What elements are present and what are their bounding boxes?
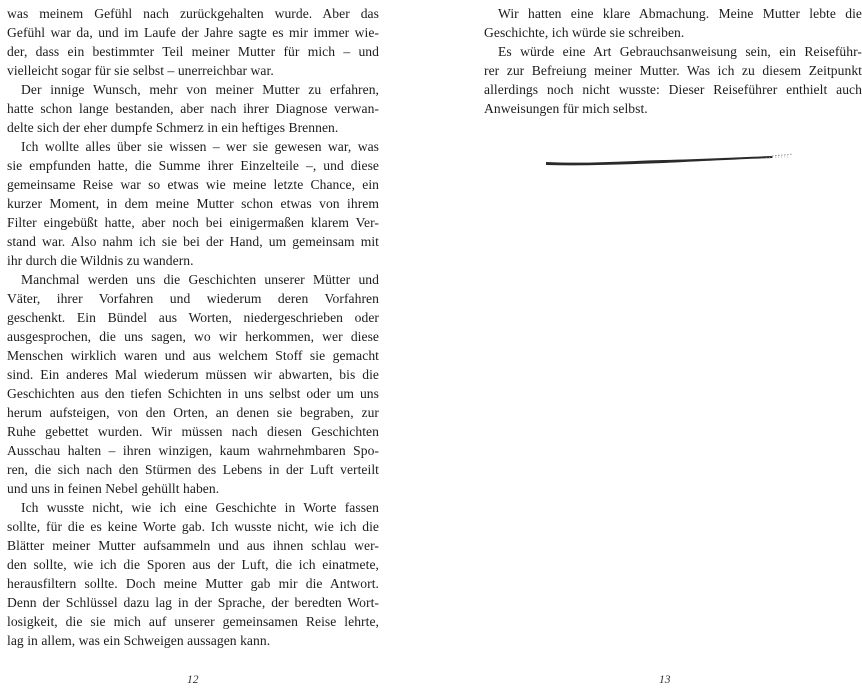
text-line: Geschichte, ich würde sie schreiben. xyxy=(484,25,685,40)
text-line: Ich wollte alles über sie wissen – wer sie gewesen war, was xyxy=(21,139,379,154)
text-line: Blätter meiner Mutter aufsammeln und aus ihnen schlau wer- xyxy=(7,538,379,553)
text-line: Der innige Wunsch, mehr von meiner Mutter zu erfahren, xyxy=(21,82,379,97)
text-line: was meinem Gefühl nach zurückgehalten wurde. Aber das xyxy=(7,6,379,21)
text-line: herausfiltern sollte. Doch meine Mutter gab mir die Antwort. xyxy=(7,576,379,591)
text-line: rer zur Befreiung meiner Mutter. Was ich zu diesem Zeitpunkt xyxy=(484,63,862,78)
text-line: ausgesprochen, die uns sagen, wo wir herkommen, wer diese xyxy=(7,329,379,344)
text-line: allerdings noch nicht wusste: Dieser Reiseführer enthielt auch xyxy=(484,82,862,97)
text-line: gemeinsame Reise war so etwas wie meine letzte Chance, ein xyxy=(7,177,379,192)
text-line: delte sich der eher dumpfe Schmerz in ein heftiges Brennen. xyxy=(7,120,339,135)
text-line: lag in allem, was ein Schweigen aussagen kann. xyxy=(7,633,271,648)
brush-stroke-main xyxy=(546,156,773,165)
text-line: Gefühl war da, und im Laufe der Jahre sagte es mir immer wie- xyxy=(7,25,379,40)
text-line: ren, die sich nach den Stürmen des Lebens in der Luft verteilt xyxy=(7,462,379,477)
text-line: Ausschau halten – ihren winzigen, kaum wahrnehmbaren Spo- xyxy=(7,443,379,458)
text-line: Anweisungen für mich selbst. xyxy=(484,101,648,116)
text-line: Väter, ihrer Vorfahren und wiederum deren Vorfahren xyxy=(7,291,379,306)
text-line: stand war. Also nahm ich sie bei der Hand, um gemeinsam mit xyxy=(7,234,379,249)
text-line: herum aufsteigen, von den Orten, an denen sie begraben, zur xyxy=(7,405,379,420)
text-line: kurzer Moment, in dem meine Mutter schon etwas von ihrem xyxy=(7,196,379,211)
left-page xyxy=(7,0,379,689)
page-number: 13 xyxy=(659,674,671,686)
text-line: hatte schon lange bestanden, aber nach ihrer Diagnose verwan- xyxy=(7,101,379,116)
text-line: der, dass ein bestimmter Teil meiner Mutter für mich – und xyxy=(7,44,379,59)
text-line: losigkeit, die sie mich auf unserer gemeinsamen Reise lehrte, xyxy=(7,614,379,629)
brush-stroke-trail xyxy=(772,154,792,156)
text-line: geschenkt. Ein Bündel aus Worten, niedergeschrieben oder xyxy=(7,310,379,325)
text-line: ihr durch die Wildnis zu wandern. xyxy=(7,253,194,268)
text-line: sollte, für die es keine Worte gab. Ich wusste nicht, wie ich die xyxy=(7,519,379,534)
text-line: und uns in feinen Nebel gehüllt haben. xyxy=(7,481,220,496)
text-line: Denn der Schlüssel dazu lag in der Sprache, der beredten Wort- xyxy=(7,595,379,610)
text-line: Ruhe gebettet wurden. Wir müssen nach diesen Geschichten xyxy=(7,424,379,439)
text-line: den sollte, wie ich die Sporen aus der Luft, die ich einatmete, xyxy=(7,557,379,572)
text-line: vielleicht sogar für sie selbst – unerreichbar war. xyxy=(7,63,274,78)
text-line: Geschichten aus den tiefen Schichten in uns selbst oder um uns xyxy=(7,386,379,401)
text-line: Menschen wirklich waren und aus welchem Stoff sie gemacht xyxy=(7,348,379,363)
text-line: Es würde eine Art Gebrauchsanweisung sein, ein Reiseführ- xyxy=(498,44,862,59)
text-line: sie empfunden hatte, die Summe ihrer Einzelteile –, und diese xyxy=(7,158,379,173)
brush-stroke-ornament xyxy=(544,148,794,172)
text-line: sind. Ein anderes Mal wiederum müssen wir abwarten, bis die xyxy=(7,367,379,382)
text-line: Ich wusste nicht, wie ich eine Geschichte in Worte fassen xyxy=(21,500,379,515)
page-number: 12 xyxy=(187,674,199,686)
right-page xyxy=(484,0,862,689)
text-line: Manchmal werden uns die Geschichten unserer Mütter und xyxy=(21,272,379,287)
text-line: Wir hatten eine klare Abmachung. Meine Mutter lebte die xyxy=(498,6,862,21)
text-line: Filter eingebüßt hatte, aber noch bei einigermaßen klarem Ver- xyxy=(7,215,379,230)
